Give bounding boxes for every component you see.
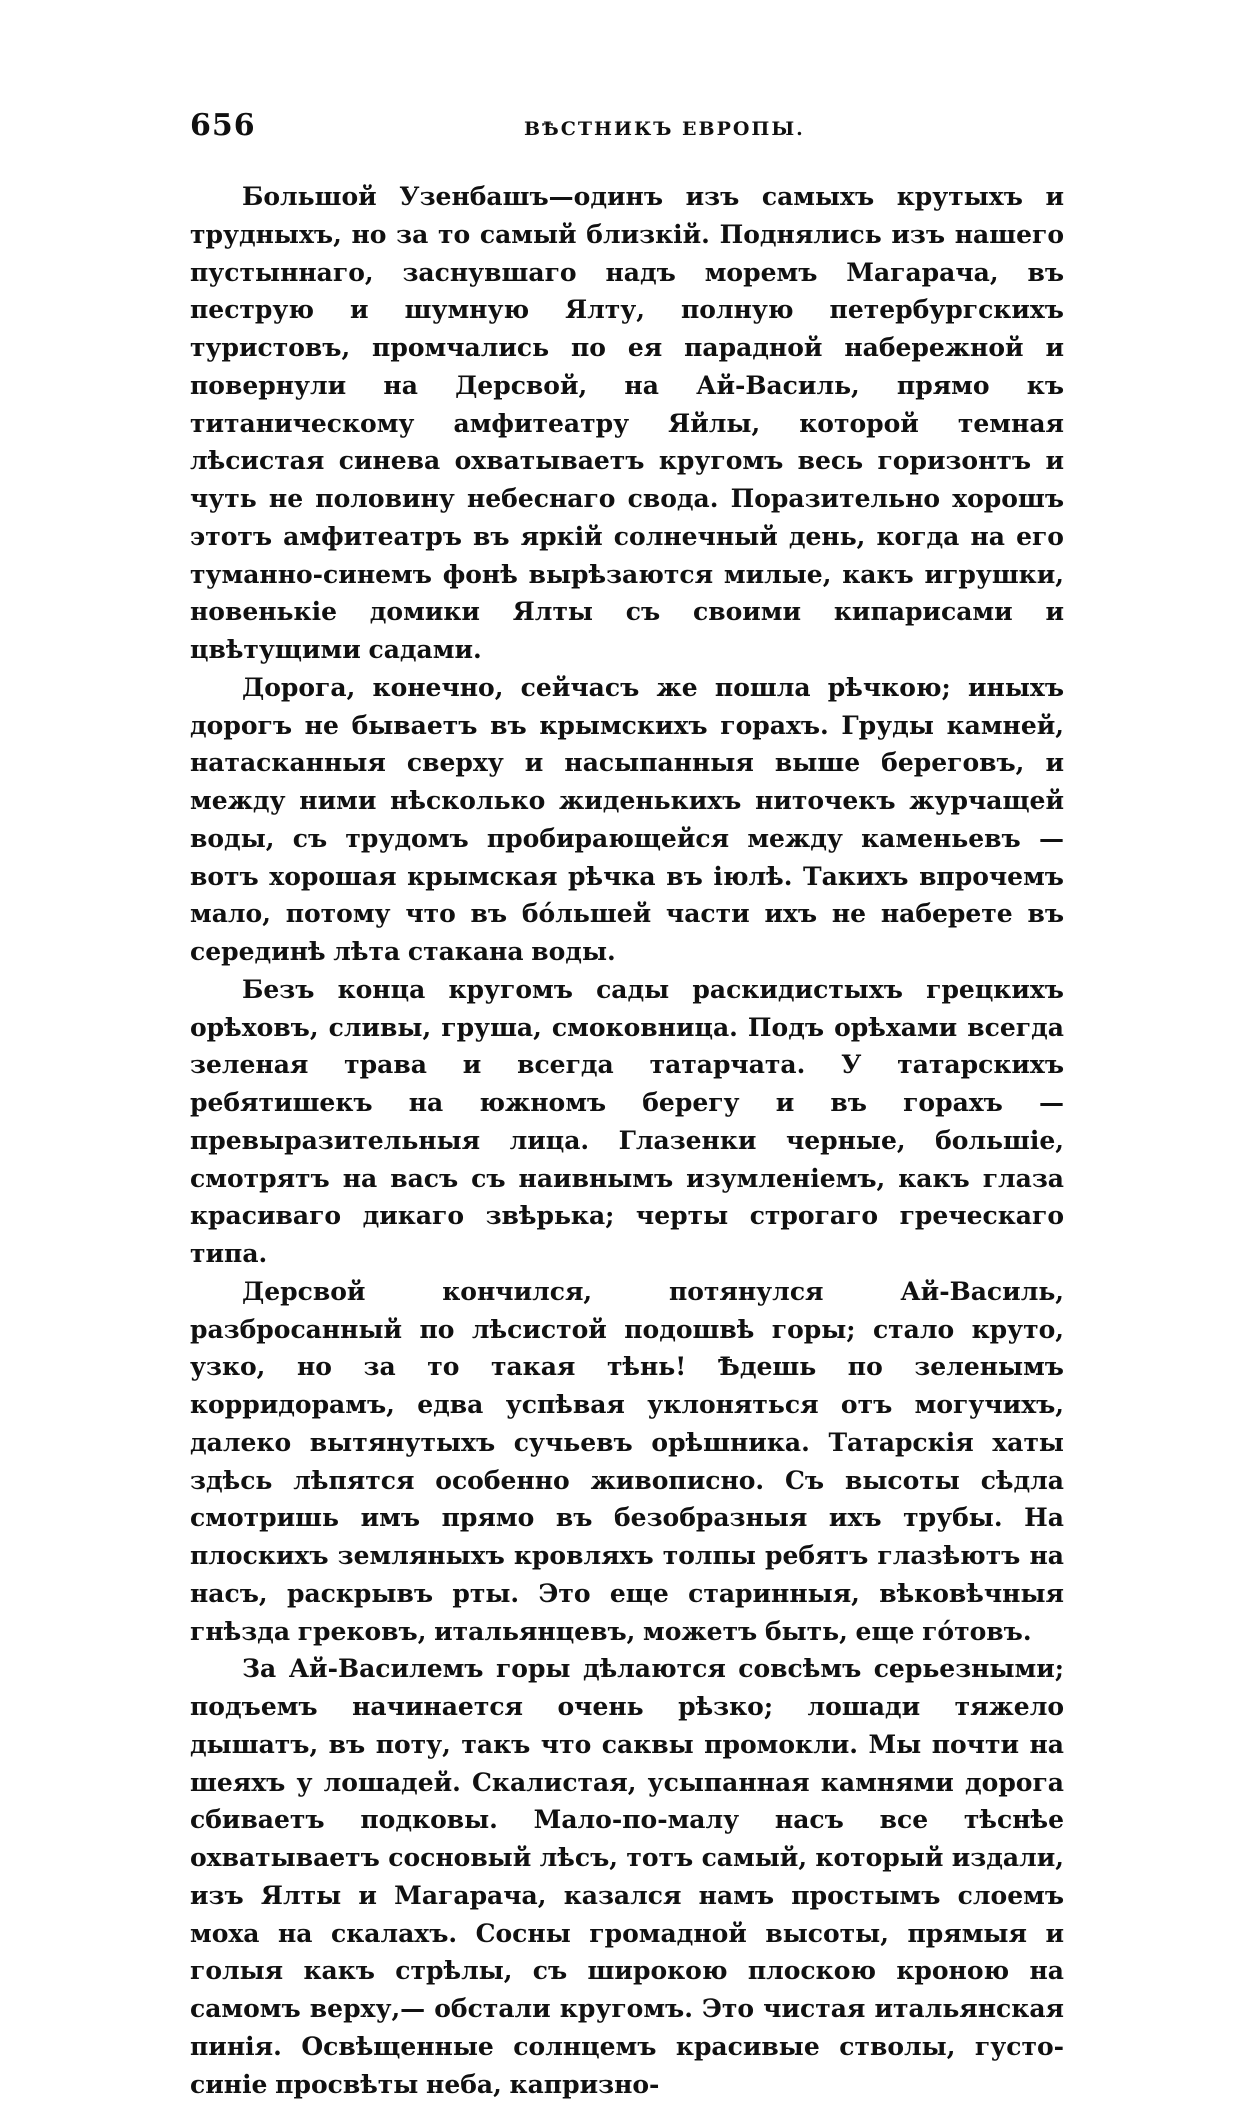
paragraph: Дерсвой кончился, потянулся Ай-Василь, разбросанный по лѣсистой подошвѣ горы; стало круто, узко, но за то такая тѣнь! Ѣдешь по зеленымъ корридорамъ, едва успѣвая уклоняться отъ могучихъ, далеко вытянутыхъ сучьевъ орѣшника. Татарскія хаты здѣсь лѣпятся особенно живописно. Съ высоты сѣдла смотришь имъ прямо въ безобразныя ихъ трубы. На плоскихъ земляныхъ кровляхъ толпы ребятъ глазѣютъ на насъ, раскрывъ рты. Это еще старинныя, вѣковѣчныя гнѣзда грековъ, итальянцевъ, можетъ быть, еще го́товъ.: [190, 1276, 1064, 1646]
paragraph: Дорога, конечно, сейчасъ же пошла рѣчкою; иныхъ дорогъ не бываетъ въ крымскихъ горахъ. Груды камней, натасканныя сверху и насыпанныя выше береговъ, и между ними нѣсколько жиденькихъ ниточекъ журчащей воды, съ трудомъ пробирающейся между каменьевъ — вотъ хорошая крымская рѣчка въ іюлѣ. Такихъ впрочемъ мало, потому что въ бо́льшей части ихъ не наберете въ серединѣ лѣта стакана воды.: [190, 672, 1064, 966]
running-head: [190, 108, 1060, 148]
page-number: 656: [190, 108, 256, 143]
paragraph: За Ай-Василемъ горы дѣлаются совсѣмъ серьезными; подъемъ начинается очень рѣзко; лошади тяжело дышатъ, въ поту, такъ что саквы промокли. Мы почти на шеяхъ у лошадей. Скалистая, усыпанная камнями дорога сбиваетъ подковы. Мало-по-малу насъ все тѣснѣе охватываетъ сосновый лѣсъ, тотъ самый, который издали, изъ Ялты и Магарача, казался намъ простымъ слоемъ моха на скалахъ. Сосны громадной высоты, прямыя и голыя какъ стрѣлы, съ широкою плоскою кроною на самомъ верху,— обстали кругомъ. Это чистая итальянская пинія. Освѣщенные солнцемъ красивые стволы, густо-синіе просвѣты неба, капризно-: [190, 1654, 1064, 2099]
paragraph: Большой Узенбашъ—одинъ изъ самыхъ крутыхъ и трудныхъ, но за то самый близкій. Поднялись изъ нашего пустыннаго, заснувшаго надъ моремъ Магарача, въ пеструю и шумную Ялту, полную петербургскихъ туристовъ, промчались по ея парадной набережной и повернули на Дерсвой, на Ай-Василь, прямо къ титаническому амфитеатру Яйлы, которой темная лѣсистая синева охватываетъ кругомъ весь горизонтъ и чуть не половину небеснаго свода. Поразительно хорошъ этотъ амфитеатръ въ яркій солнечный день, когда на его туманно-синемъ фонѣ вырѣзаются милые, какъ игрушки, новенькіе домики Ялты съ своими кипарисами и цвѣтущими садами.: [190, 182, 1064, 664]
journal-title: ВѢСТНИКЪ ЕВРОПЫ.: [524, 118, 805, 140]
paragraph: Безъ конца кругомъ сады раскидистыхъ грецкихъ орѣховъ, сливы, груша, смоковница. Подъ орѣхами всегда зеленая трава и всегда татарчата. У татарскихъ ребятишекъ на южномъ берегу и въ горахъ — превыразительныя лица. Глазенки черные, большіе, смотрятъ на васъ съ наивнымъ изумленіемъ, какъ глаза красиваго дикаго звѣрька; черты строгаго греческаго типа.: [190, 974, 1064, 1268]
body-text: [190, 178, 1064, 2103]
